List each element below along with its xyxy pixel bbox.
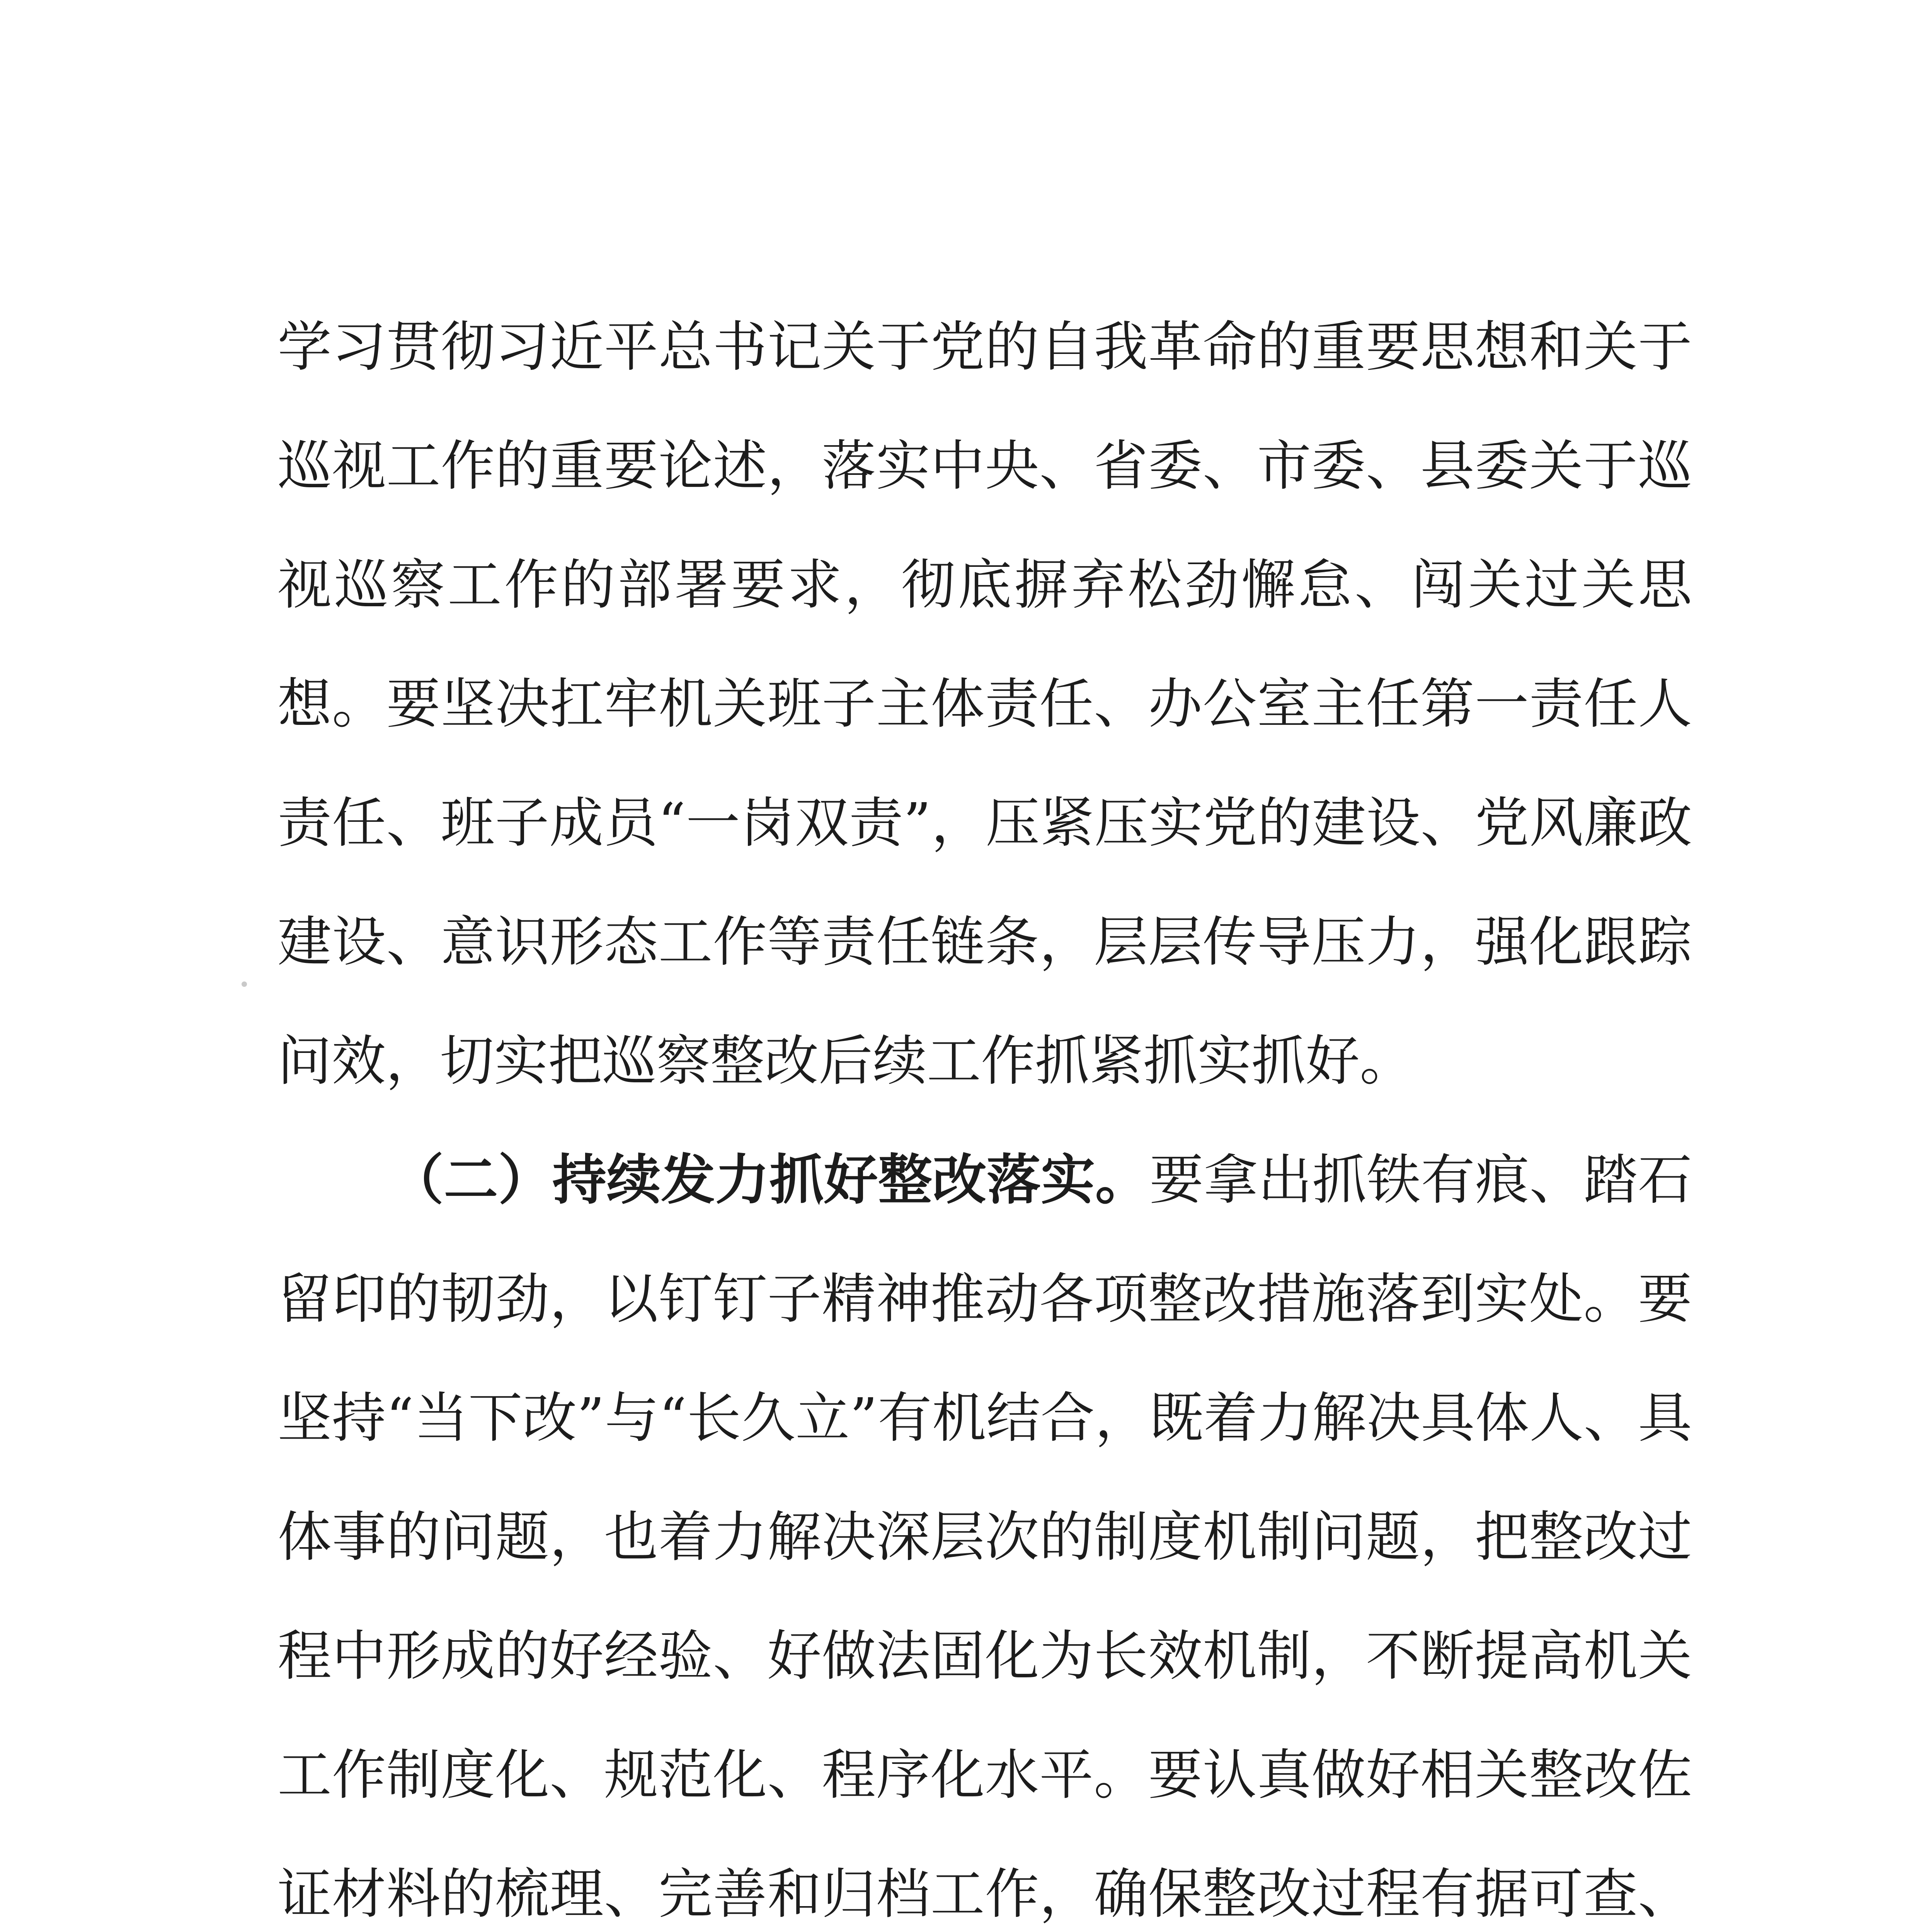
paragraph-text: 要拿出抓铁有痕、踏石留印的韧劲，以钉钉子精神推动各项整改措施落到实处。要坚持“当下改”与“长久立”有机结合，既着力解决具体人、具体事的问题，也着力解决深层次的制度机制问题，把整改过程中形成的好经验、好做法固化为长效机制，不断提高机关工作制度化、规范化、程序化水平。要认真做好相关整改佐证材料的梳理、完善和归档工作，确保整改过程有据可查、 (278, 1149, 1692, 1926)
section-heading-two: （二）持续发力抓好整改落实。 (390, 1149, 1150, 1212)
document-body (278, 288, 1692, 1932)
paragraph-continued (278, 288, 1692, 1121)
paragraph-section-two (278, 1121, 1692, 1932)
scan-speck (242, 981, 247, 987)
paragraph-text: 学习贯彻习近平总书记关于党的自我革命的重要思想和关于巡视工作的重要论述，落实中央、省委、市委、县委关于巡视巡察工作的部署要求，彻底摒弃松劲懈怠、闯关过关思想。要坚决扛牢机关班子主体责任、办公室主任第一责任人责任、班子成员“一岗双责”，压紧压实党的建设、党风廉政建设、意识形态工作等责任链条，层层传导压力，强化跟踪问效，切实把巡察整改后续工作抓紧抓实抓好。 (278, 316, 1692, 1093)
